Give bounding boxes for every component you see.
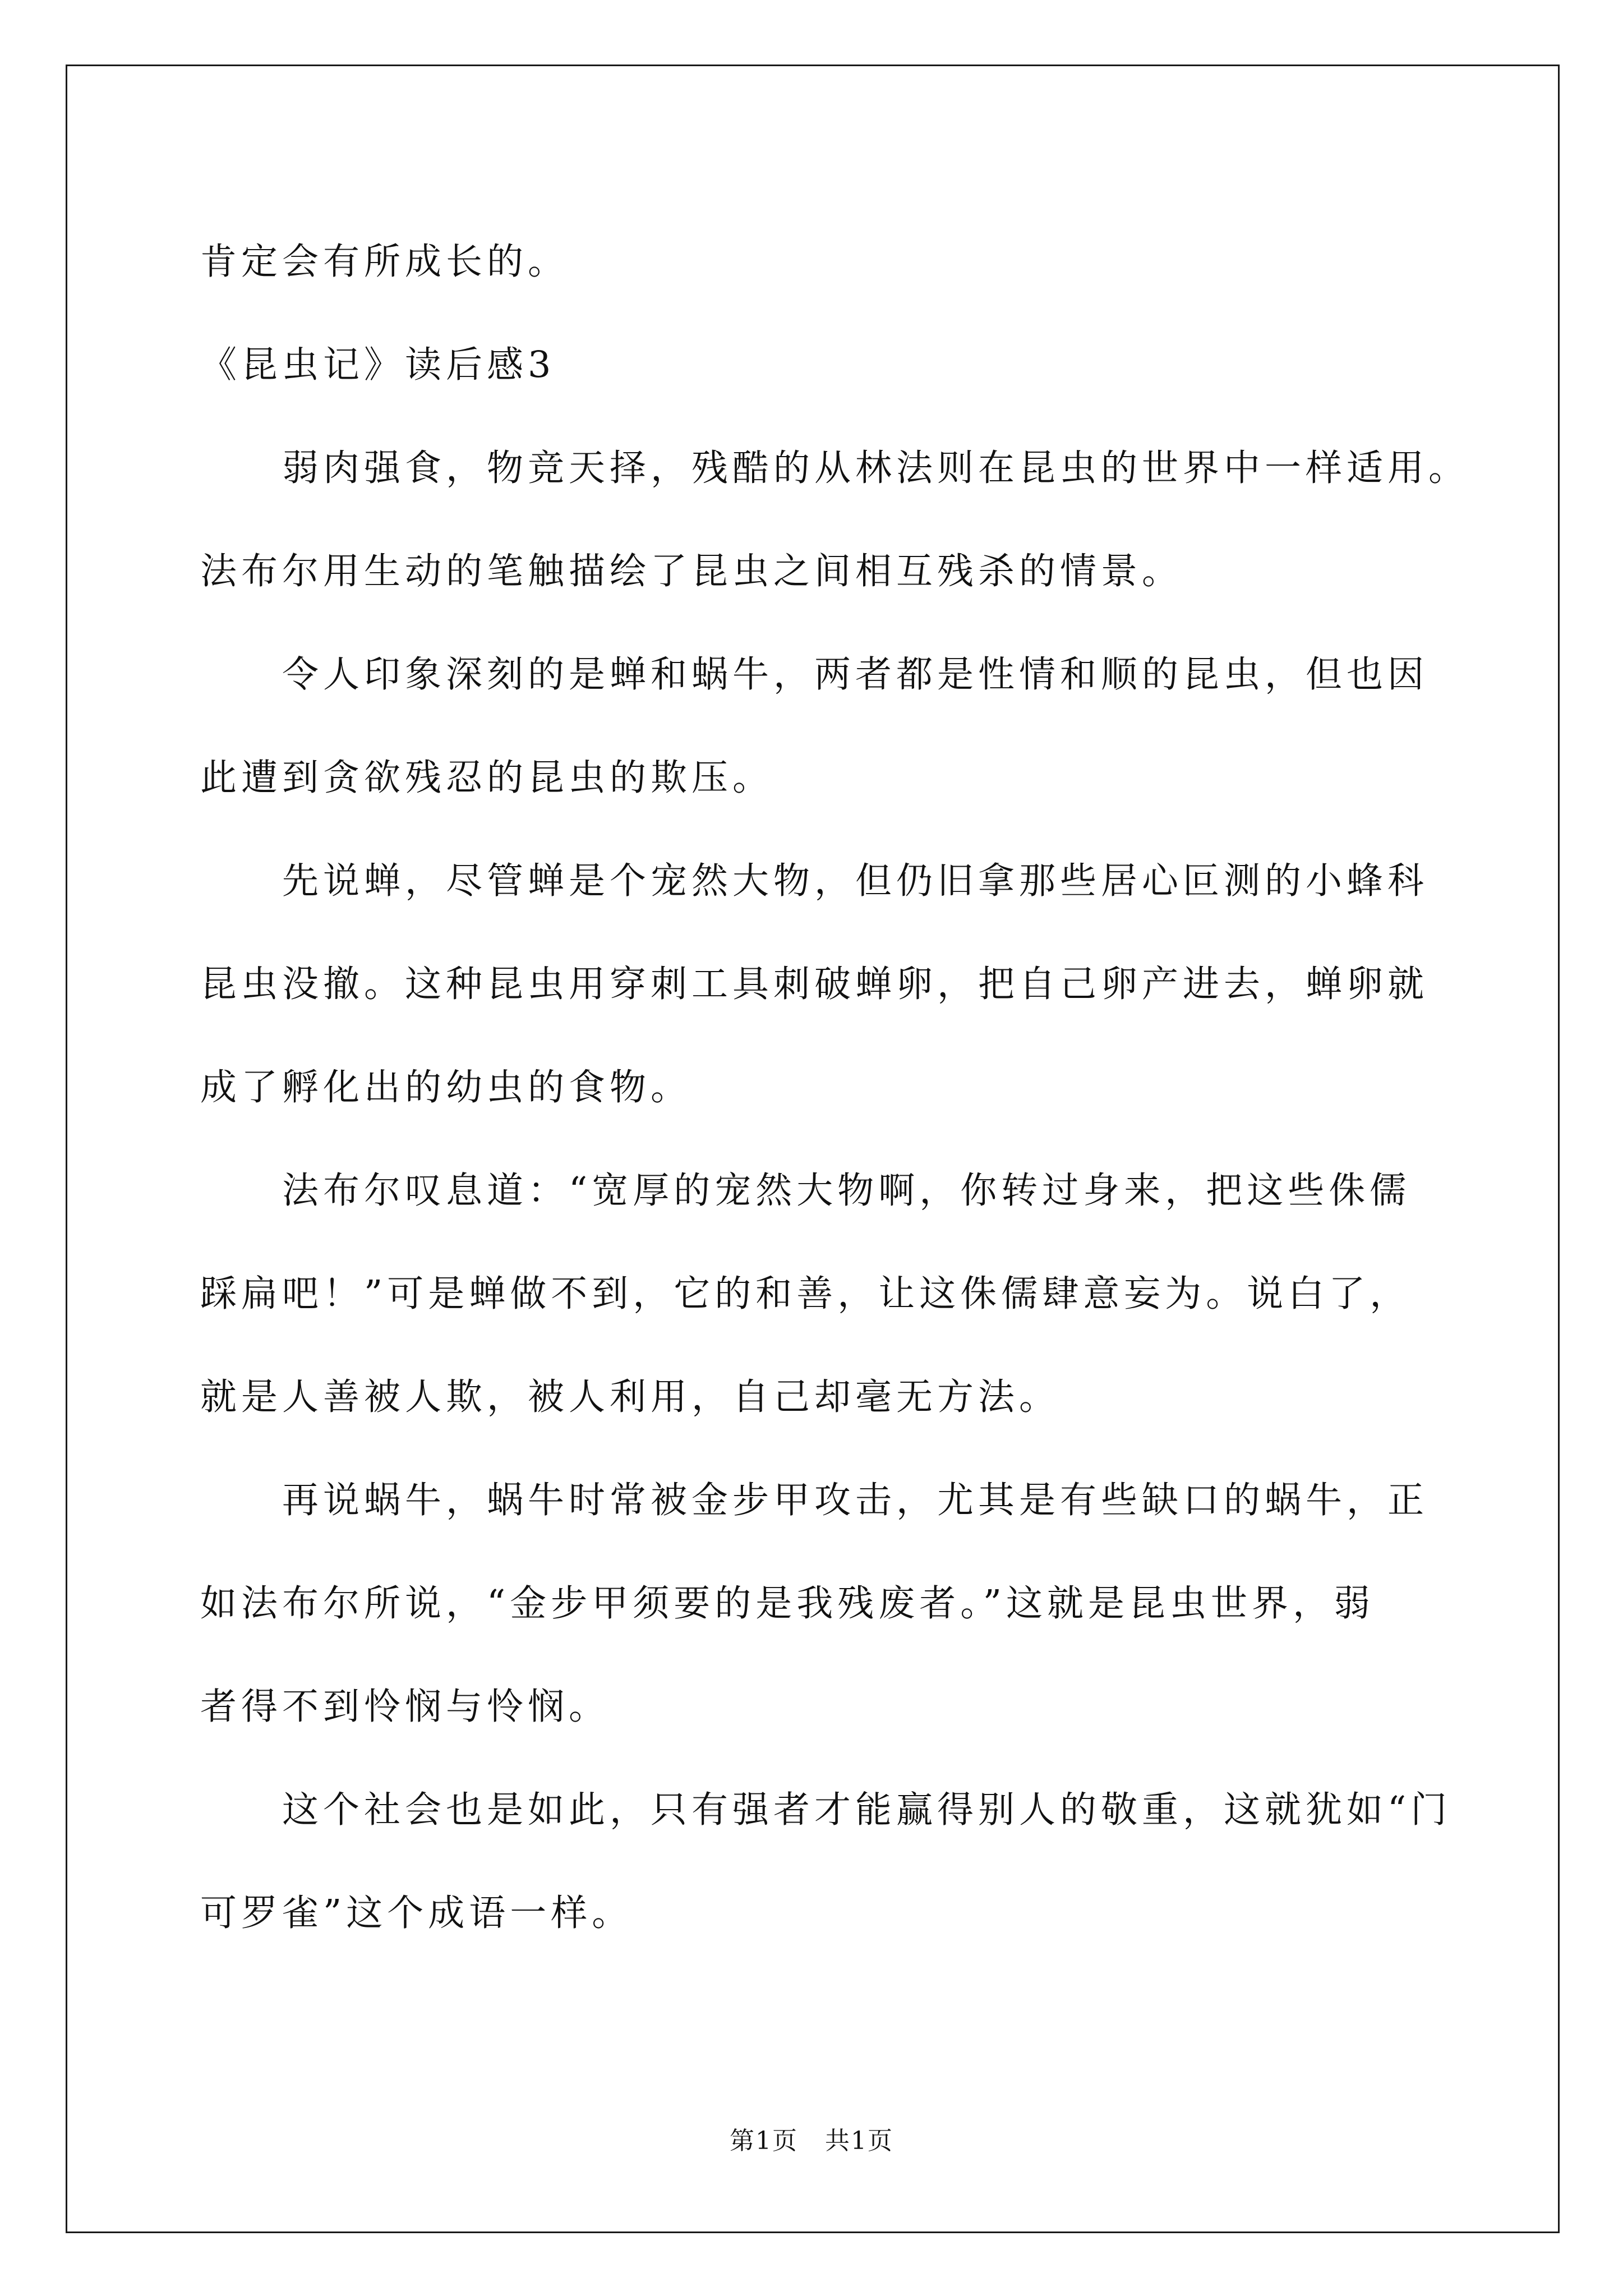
text-line-6: 此遭到贪欲残忍的昆虫的欺压。 [200,757,774,799]
text-line-10: 法布尔叹息道：“宽厚的宠然大物啊，你转过身来，把这些侏儒 [282,1170,1411,1212]
text-line-3: 弱肉强食，物竞天择，残酷的从林法则在昆虫的世界中一样适用。 [282,447,1470,489]
text-line-13: 再说蜗牛，蜗牛时常被金步甲攻击，尤其是有些缺口的蜗牛，正 [282,1479,1429,1521]
text-line-11: 踩扁吧！”可是蝉做不到，它的和善，让这侏儒肆意妄为。说白了， [200,1273,1411,1315]
text-line-4: 法布尔用生动的笔触描绘了昆虫之间相互残杀的情景。 [200,550,1183,592]
text-line-1: 肯定会有所成长的。 [200,241,569,283]
page-footer [0,2120,1623,2156]
document-body [200,210,1470,1965]
page-number: 第1页 [730,2127,798,2155]
text-line-16: 这个社会也是如此，只有强者才能赢得别人的敬重，这就犹如“门 [282,1789,1452,1831]
section-heading: 《昆虫记》读后感3 [200,344,556,386]
text-line-14: 如法布尔所说，“金步甲须要的是我残废者。”这就是昆虫世界，弱 [200,1582,1375,1625]
text-line-5: 令人印象深刻的是蝉和蜗牛，两者都是性情和顺的昆虫，但也因 [282,654,1429,696]
text-line-15: 者得不到怜悯与怜悯。 [200,1686,610,1728]
text-line-8: 昆虫没撤。这种昆虫用穿刺工具刺破蝉卵，把自己卵产进去，蝉卵就 [200,963,1429,1005]
text-line-12: 就是人善被人欺，被人利用，自己却毫无方法。 [200,1376,1061,1418]
page-total: 共1页 [825,2127,893,2155]
text-line-17: 可罗雀”这个成语一样。 [200,1892,633,1934]
text-line-9: 成了孵化出的幼虫的食物。 [200,1066,692,1108]
text-line-7: 先说蝉，尽管蝉是个宠然大物，但仍旧拿那些居心叵测的小蜂科 [282,860,1429,902]
